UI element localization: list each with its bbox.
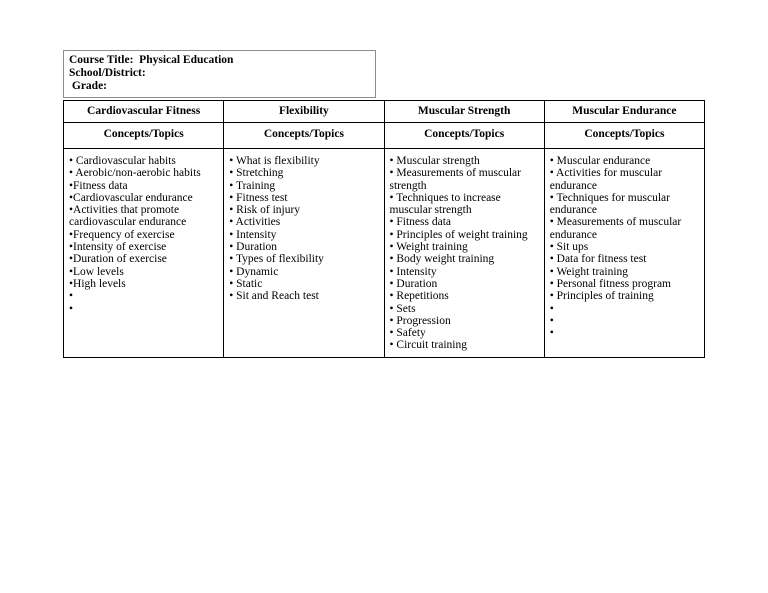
list-item: •Intensity of exercise: [69, 241, 167, 254]
list-item: • Intensity: [389, 265, 437, 278]
list-item: • Duration: [229, 241, 278, 254]
list-item: • Sets: [389, 302, 416, 315]
muscular-strength-list: [390, 155, 540, 352]
column-header-muscular-endurance: Muscular Endurance: [544, 101, 704, 123]
list-item: • What is flexibility: [229, 155, 320, 167]
grade-line: Grade:: [69, 80, 108, 92]
list-item: • Stretching: [229, 167, 284, 180]
flexibility-list: [229, 155, 379, 303]
list-item: • Dynamic: [229, 265, 279, 278]
list-item: • Muscular endurance: [549, 155, 651, 167]
muscular-strength-cell: [384, 149, 544, 358]
list-item: •Frequency of exercise: [69, 228, 175, 241]
muscular-endurance-cell: [544, 149, 704, 358]
list-item: • Circuit training: [389, 339, 467, 352]
list-item: • Muscular strength: [389, 155, 480, 167]
list-item: • Sit ups: [549, 241, 589, 254]
concepts-topics-header: Concepts/Topics: [384, 123, 544, 149]
list-item: • Intensity: [229, 228, 277, 241]
list-item: • Risk of injury: [229, 204, 301, 217]
list-item: • Safety: [389, 327, 426, 340]
list-item: • Techniques to increase muscular strength: [389, 191, 504, 217]
list-item: • Measurements of muscular endurance: [549, 216, 685, 241]
list-item: •Low levels: [69, 265, 124, 278]
cardiovascular-fitness-cell: [64, 149, 224, 358]
list-item: • Fitness data: [389, 216, 452, 229]
list-item: • Weight training: [389, 241, 468, 254]
concepts-topics-header: Concepts/Topics: [224, 123, 384, 149]
flexibility-cell: [224, 149, 384, 358]
list-item: • Principles of weight training: [389, 228, 528, 241]
list-item: •: [69, 302, 74, 315]
list-item: • Training: [229, 179, 276, 192]
column-header-flexibility: Flexibility: [224, 101, 384, 123]
muscular-endurance-list: [550, 155, 700, 339]
curriculum-table: [63, 100, 705, 358]
category-header-row: [64, 101, 705, 123]
list-item: • Body weight training: [389, 253, 495, 266]
list-item: • Personal fitness program: [549, 277, 671, 290]
list-item: •: [549, 302, 554, 315]
column-header-cardiovascular-fitness: Cardiovascular Fitness: [64, 101, 224, 123]
list-item: •High levels: [69, 277, 126, 290]
course-info-box: [63, 50, 376, 98]
course-title-line: Course Title: Physical Education: [69, 54, 234, 66]
list-item: •: [549, 314, 554, 327]
list-item: •: [69, 290, 74, 303]
list-item: •Fitness data: [69, 179, 128, 192]
cardiovascular-fitness-list: [69, 155, 219, 315]
list-item: • Aerobic/non-aerobic habits: [69, 167, 201, 180]
column-header-muscular-strength: Muscular Strength: [384, 101, 544, 123]
concepts-topics-header: Concepts/Topics: [64, 123, 224, 149]
list-item: • Fitness test: [229, 191, 288, 204]
list-item: •Cardiovascular endurance: [69, 191, 193, 204]
list-item: • Progression: [389, 314, 451, 327]
list-item: • Measurements of muscular strength: [389, 167, 524, 192]
list-item: • Weight training: [549, 265, 629, 278]
content-row: [64, 149, 705, 358]
list-item: • Types of flexibility: [229, 253, 324, 266]
list-item: • Duration: [389, 277, 438, 290]
list-item: • Principles of training: [549, 290, 654, 303]
school-district-line: School/District:: [69, 67, 146, 79]
list-item: • Repetitions: [389, 290, 449, 303]
concepts-topics-row: [64, 123, 705, 149]
list-item: • Activities for muscular endurance: [549, 167, 665, 192]
list-item: • Activities: [229, 216, 281, 229]
list-item: • Cardiovascular habits: [69, 155, 176, 167]
list-item: •Duration of exercise: [69, 253, 167, 266]
list-item: • Static: [229, 277, 263, 290]
list-item: •: [549, 327, 554, 340]
concepts-topics-header: Concepts/Topics: [544, 123, 704, 149]
list-item: • Sit and Reach test: [229, 290, 319, 303]
list-item: •Activities that promote cardiovascular endurance: [69, 204, 187, 229]
list-item: • Data for fitness test: [549, 253, 647, 266]
list-item: • Techniques for muscular endurance: [549, 191, 673, 217]
